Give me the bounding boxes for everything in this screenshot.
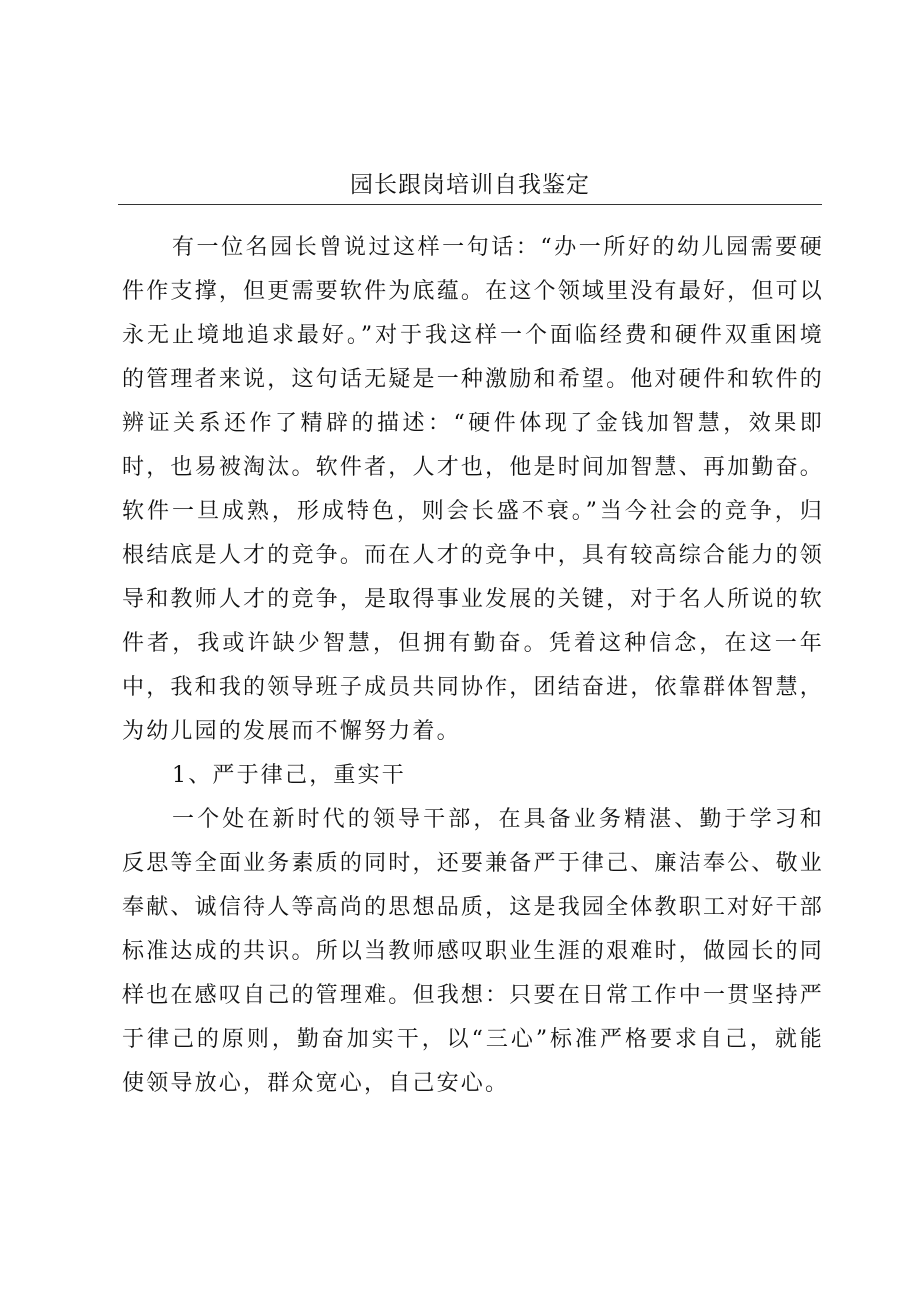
document-title: 园长跟岗培训自我鉴定	[350, 172, 590, 198]
section-heading: 1、严于律己，重实干	[172, 763, 406, 788]
title-underline	[118, 204, 822, 205]
body-paragraph-intro: 有一位名园长曾说过这样一句话：“办一所好的幼儿园需要硬件作支撑，但更需要软件为底蕴。在这个领域里没有最好，但可以永无止境地追求最好。”对于我这样一个面临经费和硬件双重困境的管理者来说，这句话无疑是一种激励和希望。他对硬件和软件的辨证关系还作了精辟的描述：“硬件体现了金钱加智慧，效果即时，也易被淘汰。软件者，人才也，他是时间加智慧、再加勤奋。软件一旦成熟，形成特色，则会长盛不衰。”当今社会的竞争，归根结底是人才的竞争。而在人才的竞争中，具有较高综合能力的领导和教师人才的竞争，是取得事业发展的关键，对于名人所说的软件者，我或许缺少智慧，但拥有勤奋。凭着这种信念，在这一年中，我和我的领导班子成员共同协作，团结奋进，依靠群体智慧，为幼儿园的发展而不懈努力着。	[122, 235, 824, 744]
document-body	[122, 226, 824, 1106]
body-paragraph-section-1: 一个处在新时代的领导干部，在具备业务精湛、勤于学习和反思等全面业务素质的同时，还要兼备严于律己、廉洁奉公、敬业奉献、诚信待人等高尚的思想品质，这是我园全体教职工对好干部标准达成的共识。所以当教师感叹职业生涯的艰难时，做园长的同样也在感叹自己的管理难。但我想：只要在日常工作中一贯坚持严于律己的原则，勤奋加实干，以“三心”标准严格要求自己，就能使领导放心，群众宽心，自己安心。	[122, 807, 824, 1096]
